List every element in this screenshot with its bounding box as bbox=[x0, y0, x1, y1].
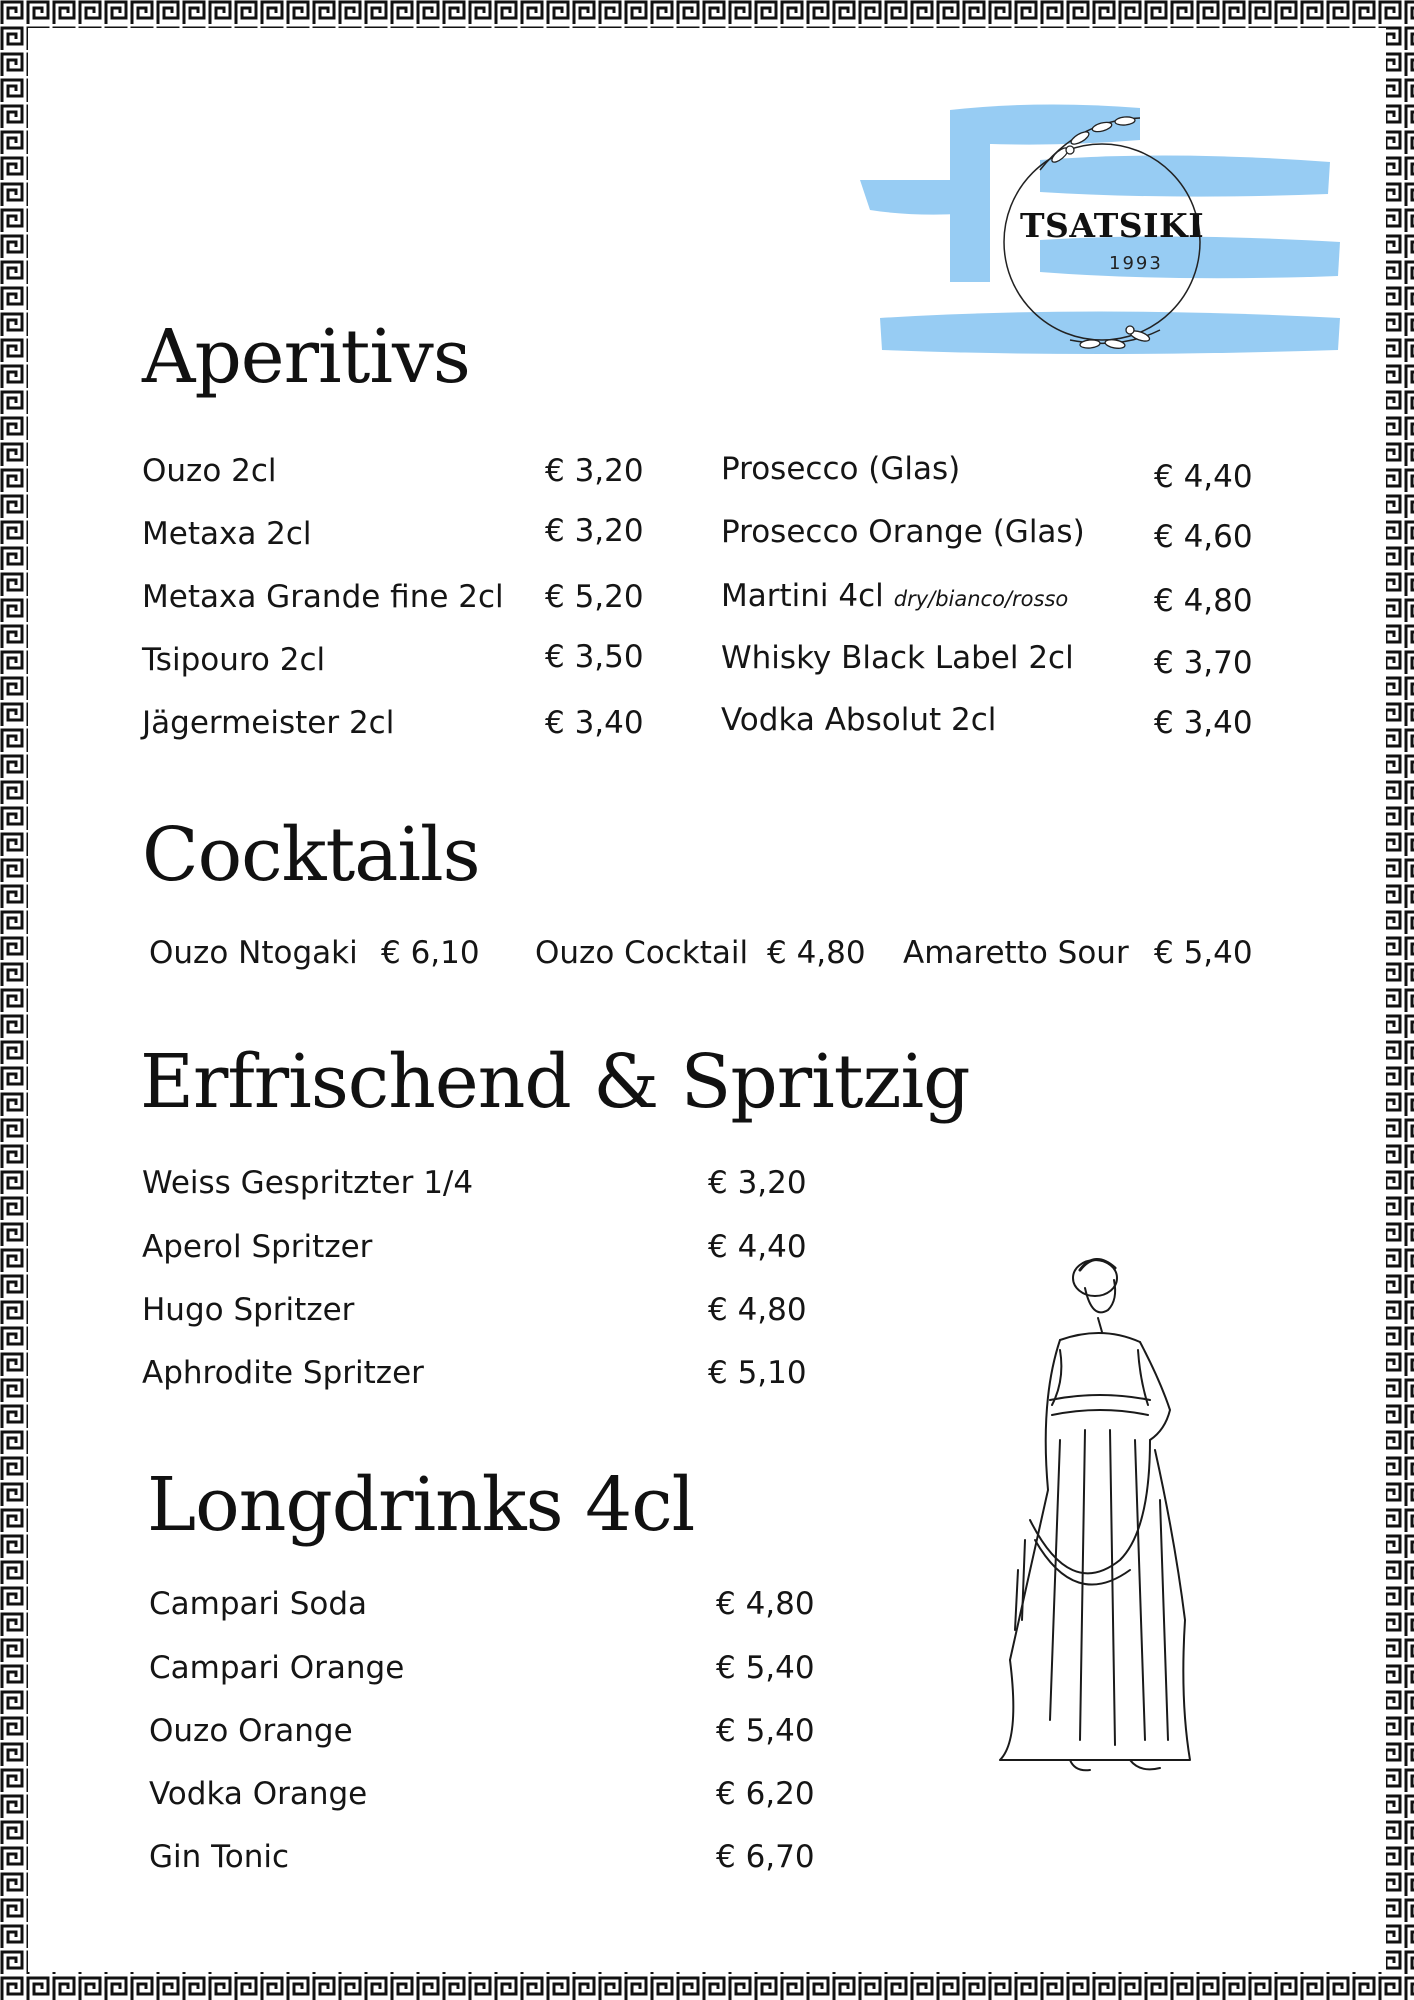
menu-item-name: Ouzo Ntogaki bbox=[149, 935, 358, 971]
menu-item-name: Campari Soda bbox=[149, 1586, 368, 1622]
logo-flag-icon bbox=[840, 100, 1360, 400]
menu-item-name: Vodka Orange bbox=[149, 1776, 368, 1812]
menu-item-price: € 4,40 bbox=[1154, 459, 1253, 495]
menu-item-note: dry/bianco/rosso bbox=[893, 587, 1069, 611]
menu-item-price: € 4,80 bbox=[767, 935, 866, 971]
menu-item-price: € 6,70 bbox=[716, 1839, 815, 1875]
menu-item-name: Metaxa Grande fine 2cl bbox=[142, 579, 504, 615]
menu-item-name: Ouzo Cocktail bbox=[535, 935, 749, 971]
menu-item-name: Tsipouro 2cl bbox=[142, 642, 326, 678]
heading-cocktails: Cocktails bbox=[142, 812, 480, 898]
logo-name: TSATSIKI bbox=[1020, 206, 1205, 245]
menu-item-name: Vodka Absolut 2cl bbox=[721, 702, 997, 738]
menu-item-price: € 3,40 bbox=[1154, 705, 1253, 741]
menu-item-name: Prosecco (Glas) bbox=[721, 451, 961, 487]
menu-item-price: € 3,50 bbox=[545, 639, 644, 675]
menu-item-price: € 5,20 bbox=[545, 579, 644, 615]
menu-item-name: Metaxa 2cl bbox=[142, 516, 312, 552]
menu-item-name: Whisky Black Label 2cl bbox=[721, 640, 1074, 676]
menu-item-price: € 5,40 bbox=[716, 1713, 815, 1749]
greek-goddess-illustration bbox=[990, 1240, 1230, 1780]
logo-year: 1993 bbox=[1109, 253, 1163, 274]
menu-item-price: € 4,80 bbox=[708, 1292, 807, 1328]
menu-item-price: € 5,10 bbox=[708, 1355, 807, 1391]
menu-item-name: Prosecco Orange (Glas) bbox=[721, 514, 1085, 550]
menu-item-price: € 5,40 bbox=[716, 1650, 815, 1686]
menu-item-price: € 4,40 bbox=[708, 1229, 807, 1265]
menu-item-label: Martini 4cl bbox=[721, 578, 884, 614]
menu-item-price: € 4,80 bbox=[1154, 583, 1253, 619]
menu-item-price: € 6,10 bbox=[381, 935, 480, 971]
menu-item-name: Ouzo 2cl bbox=[142, 453, 277, 489]
heading-longdrinks: Longdrinks 4cl bbox=[147, 1462, 695, 1548]
menu-item-price: € 3,20 bbox=[708, 1165, 807, 1201]
menu-item-price: € 4,80 bbox=[716, 1586, 815, 1622]
menu-item-price: € 3,70 bbox=[1154, 645, 1253, 681]
heading-erfrischend: Erfrischend & Spritzig bbox=[140, 1039, 970, 1125]
menu-item-price: € 3,20 bbox=[545, 513, 644, 549]
menu-item-name: Campari Orange bbox=[149, 1650, 405, 1686]
menu-item-price: € 4,60 bbox=[1154, 519, 1253, 555]
menu-item-name: Gin Tonic bbox=[149, 1839, 290, 1875]
menu-item-name: Hugo Spritzer bbox=[142, 1292, 355, 1328]
menu-item-name: Jägermeister 2cl bbox=[142, 705, 395, 741]
heading-aperitivs: Aperitivs bbox=[142, 314, 470, 400]
menu-item-name: Amaretto Sour bbox=[903, 935, 1129, 971]
menu-item-price: € 3,40 bbox=[545, 705, 644, 741]
menu-item-price: € 3,20 bbox=[545, 453, 644, 489]
menu-item-name: Weiss Gespritzter 1/4 bbox=[142, 1165, 474, 1201]
menu-item-name: Aphrodite Spritzer bbox=[142, 1355, 424, 1391]
menu-item-name: Ouzo Orange bbox=[149, 1713, 353, 1749]
menu-item-name bbox=[721, 578, 1069, 614]
menu-item-name: Aperol Spritzer bbox=[142, 1229, 373, 1265]
menu-item-price: € 5,40 bbox=[1154, 935, 1253, 971]
menu-item-price: € 6,20 bbox=[716, 1776, 815, 1812]
